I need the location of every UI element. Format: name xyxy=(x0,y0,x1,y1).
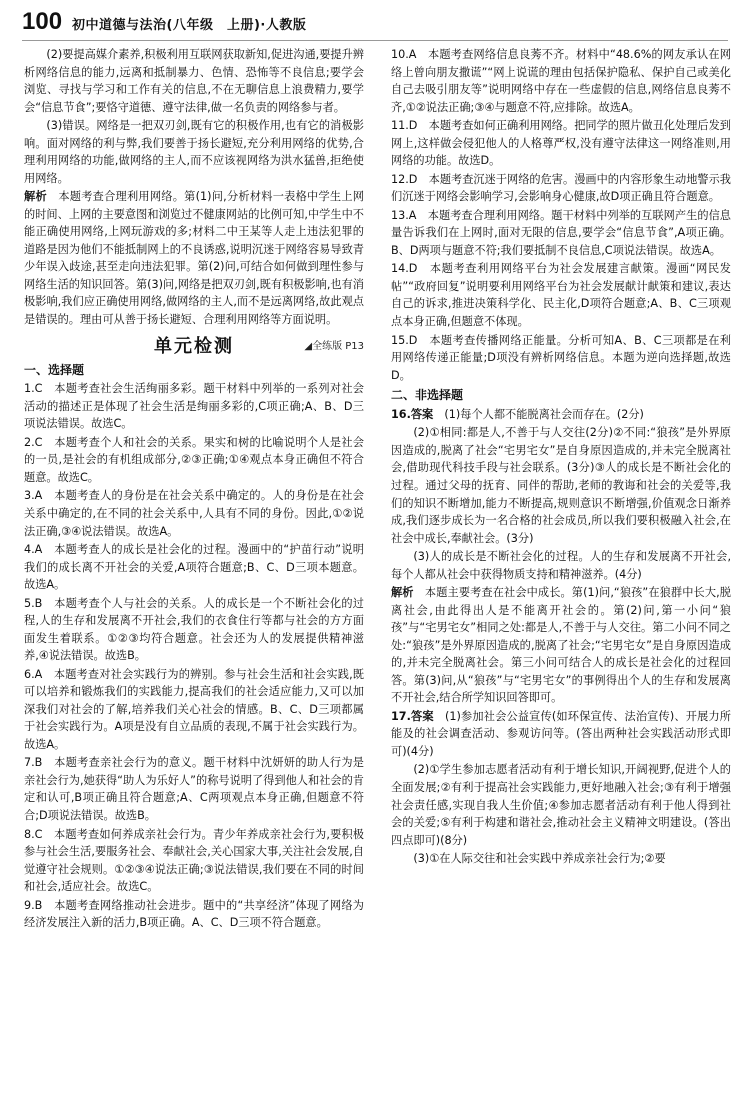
analysis-text: 本题考查合理利用网络。第(1)问,分析材料一表格中学生上网的时间、上网的主要意图和浏览过不健康网站的比例可知,中学生中不能正确使用网络,上网玩游戏的多;材料二中王某等人走上违法犯罪的道路是因为他们不能抵制网上的不良诱惑,说明沉迷于网络容易导致青少年误入歧途,甚至走向违法犯罪。第(2)问,可结合如何做到理性参与网络生活的知识回答。第(3)问,网络是把双刃剑,既有积极影响,也有消极影响,我们应正确使用网络,做网络的主人,而不是远离网络,故此观点是错误的。理由可从善于扬长避短、合理利用网络等方面说明。 xyxy=(24,190,364,326)
choice-answer: 5.B 本题考查个人与社会的关系。人的成长是一个不断社会化的过程,人的生存和发展离不开社会,我们的衣食住行等都与社会的方方面面发生着联系。①②③均符合题意。社会还为人的发展提供精神滋养,④说法错误。故选B。 xyxy=(24,596,364,663)
section-title: 单元检测 xyxy=(154,335,234,357)
choice-answer: 2.C 本题考查个人和社会的关系。果实和树的比喻说明个人是社会的一员,是社会的有机组成部分,②③正确;①④观点本身正确但不符合题意。故选C。 xyxy=(24,435,364,484)
q16-analysis-text: 本题主要考查在社会中成长。第(1)问,“狼孩”在狼群中长大,脱离社会,由此得出人是不能离开社会的。第(2)问,第一小问“狼孩”与“宅男宅女”相同之处:都是人,不善于与人交往。第二小问不同之处:“狼孩”是外界原因造成的,脱离了社会;“宅男宅女”是自身原因造成的,并未完全脱离社会。第三小问可结合人的成长是社会化的过程回答。第(3)问,从“狼孩”与“宅男宅女”的事例得出个人的生存和发展离不开社会,结合所学知识回答即可。 xyxy=(391,586,731,705)
choice-answer: 11.D 本题考查如何正确利用网络。把同学的照片做丑化处理后发到网上,这样做会侵犯他人的人格尊严权,没有遵守法律这一网络准则,用网络的功能。故选D。 xyxy=(391,119,731,168)
analysis-label: 解析 xyxy=(24,190,47,204)
choice-answer: 3.A 本题考查人的身份是在社会关系中确定的。人的身份是在社会关系中确定的,在不同的社会关系中,人具有不同的身份。因此,①②说法正确,③④说法错误。故选A。 xyxy=(24,489,364,538)
choice-answer: 13.A 本题考查合理利用网络。题干材料中列举的互联网产生的信息量告诉我们在上网时,面对无限的信息,要学会“信息节食”,A项正确。B、D两项与题意不符;我们要抵制不良信息,C项说法错误。故选A。 xyxy=(391,208,731,257)
book-title: 初中道德与法治(八年级 上册)·人教版 xyxy=(72,18,307,33)
q16-answer-2: (2)①相同:都是人,不善于与人交往(2分)②不同:“狼孩”是外界原因造成的,脱离了社会“宅男宅女”是自身原因造成的,并未完全脱离社会,借助现代科技手段与社会联系。(3分)③人的成长是不断社会化的过程。通过父母的抚育、同伴的帮助,老师的教诲和社会的关爱等,我们的知识不断增加,能力不断提高,规则意识不断增强,价值观念日渐养成,我们逐步成长为一名合格的社会成员,所以我们要积极融入社会,在社会中成长,奉献社会。(3分) xyxy=(391,426,731,545)
unit-test-heading xyxy=(24,333,364,357)
q17-label: 17.答案 xyxy=(391,709,434,723)
answer-part-3: (3)错误。网络是一把双刃剑,既有它的积极作用,也有它的消极影响。面对网络的利与弊,我们要善于扬长避短,充分利用网络的优势,合理利用网络的功能,做网络的主人,而不应该视网络为洪水猛兽,拒绝使用网络。 xyxy=(24,119,364,185)
q16-text-1: (1)每个人都不能脱离社会而存在。(2分) xyxy=(444,407,644,421)
choice-answer: 8.C 本题考查如何养成亲社会行为。青少年养成亲社会行为,要积极参与社会生活,要服务社会、奉献社会,关心国家大事,关注社会发展,自觉遵守社会规则。①②③④说法正确;③说法错误,我们要在不同的时间和社会,适应社会。故选C。 xyxy=(24,827,364,894)
choice-answer: 14.D 本题考查利用网络平台为社会发展建言献策。漫画“网民发帖”“政府回复”说明要利用网络平台为社会发展献计献策和建议,表达自己的诉求,推进决策科学化、民主化,D项符合题意;A、B、C三项观点本身正确,但题意不体现。 xyxy=(391,262,731,328)
section-reference: ◢全练版 P13 xyxy=(304,340,364,352)
choice-answer: 7.B 本题考查亲社会行为的意义。题干材料中沈妍妍的助人行为是亲社会行为,她获得“助人为乐好人”的称号说明了得到他人和社会的肯定和认可,B项正确且符合题意;A、C两项观点本身正确,但题意不符合;D项说法错误。故选B。 xyxy=(24,756,364,823)
q16-analysis xyxy=(391,584,731,707)
choice-answer: 10.A 本题考查网络信息良莠不齐。材料中“48.6%的网友承认在网络上曾向朋友撒谎”“网上说谎的理由包括保护隐私、保护自己或美化自己去吸引朋友等”说明网络中存在一些虚假的信息,网络信息良莠不齐,①②说法正确;③④与题意不符,应排除。故选A。 xyxy=(391,48,731,114)
q16-answer-1 xyxy=(391,406,731,424)
part1-title: 一、选择题 xyxy=(24,362,85,377)
part2-title: 二、非选择题 xyxy=(391,388,464,403)
choice-answer: 1.C 本题考查社会生活绚丽多彩。题干材料中列举的一系列对社会活动的描述正是体现了社会生活是绚丽多彩的,C项正确;A、B、D三项说法错误。故选C。 xyxy=(24,382,364,431)
q16-answer-3: (3)人的成长是不断社会化的过程。人的生存和发展离不开社会,每个人都从社会中获得物质支持和精神滋养。(4分) xyxy=(391,550,731,581)
choice-answer: 9.B 本题考查网络推动社会进步。题中的“共享经济”体现了网络为经济发展注入新的活力,B项正确。A、C、D三项不符合题意。 xyxy=(24,898,364,930)
page-header xyxy=(22,8,728,38)
page-number: 100 xyxy=(22,8,63,35)
left-column xyxy=(24,46,364,1097)
q16-label: 16.答案 xyxy=(391,407,434,421)
header-divider xyxy=(22,40,728,41)
q17-text-1: (1)参加社会公益宣传(如环保宣传、法治宣传)、开展力所能及的社会调查活动、参观访问等。(答出两种社会实践活动形式即可)(4分) xyxy=(391,709,731,758)
answer-part-2: (2)要提高媒介素养,积极利用互联网获取新知,促进沟通,要提升辨析网络信息的能力,远离和抵制暴力、色情、恐怖等不良信息;要学会浏览、寻找与学习和工作有关的信息,不在无聊信息上浪费精力,要学会“信息节食”;要恪守道德、遵守法律,做一名负责的网络参与者。 xyxy=(24,48,364,114)
choice-answer: 12.D 本题考查沉迷于网络的危害。漫画中的内容形象生动地警示我们沉迷于网络会影响学习,会影响身心健康,故D项正确且符合题意。 xyxy=(391,172,731,204)
q17-answer-1 xyxy=(391,708,731,761)
q17-answer-3: (3)①在人际交往和社会实践中养成亲社会行为;②要 xyxy=(413,852,666,866)
choice-answer: 15.D 本题考查传播网络正能量。分析可知A、B、C三项都是在利用网络传递正能量;D项没有辨析网络信息。本题为逆向选择题,故选D。 xyxy=(391,333,731,382)
q17-answer-2: (2)①学生参加志愿者活动有利于增长知识,开阔视野,促进个人的全面发展;②有利于提高社会实践能力,更好地融入社会;③有利于增强社会责任感,实现自我人生价值;④参加志愿者活动有利于他人得到社会的关爱;⑤有利于构建和谐社会,推动社会主义精神文明建设。(答出四点即可)(8分) xyxy=(391,763,731,847)
q16-analysis-label: 解析 xyxy=(391,586,414,600)
right-column xyxy=(391,46,731,1097)
analysis-paragraph xyxy=(24,188,364,328)
choice-answer: 4.A 本题考查人的成长是社会化的过程。漫画中的“护苗行动”说明我们的成长离不开社会的关爱,A项符合题意;B、C、D三项本题意。故选A。 xyxy=(24,543,364,592)
choice-answer: 6.A 本题考查对社会实践行为的辨别。参与社会生活和社会实践,既可以培养和锻炼我们的实践能力,提高我们的社会适应能力,又可以加深我们对社会的了解,培养我们关心社会的情感。B、C、D三项都属于社会实践行为。A项是没有自立品质的表现,不属于社会实践行为。故选A。 xyxy=(24,667,364,751)
